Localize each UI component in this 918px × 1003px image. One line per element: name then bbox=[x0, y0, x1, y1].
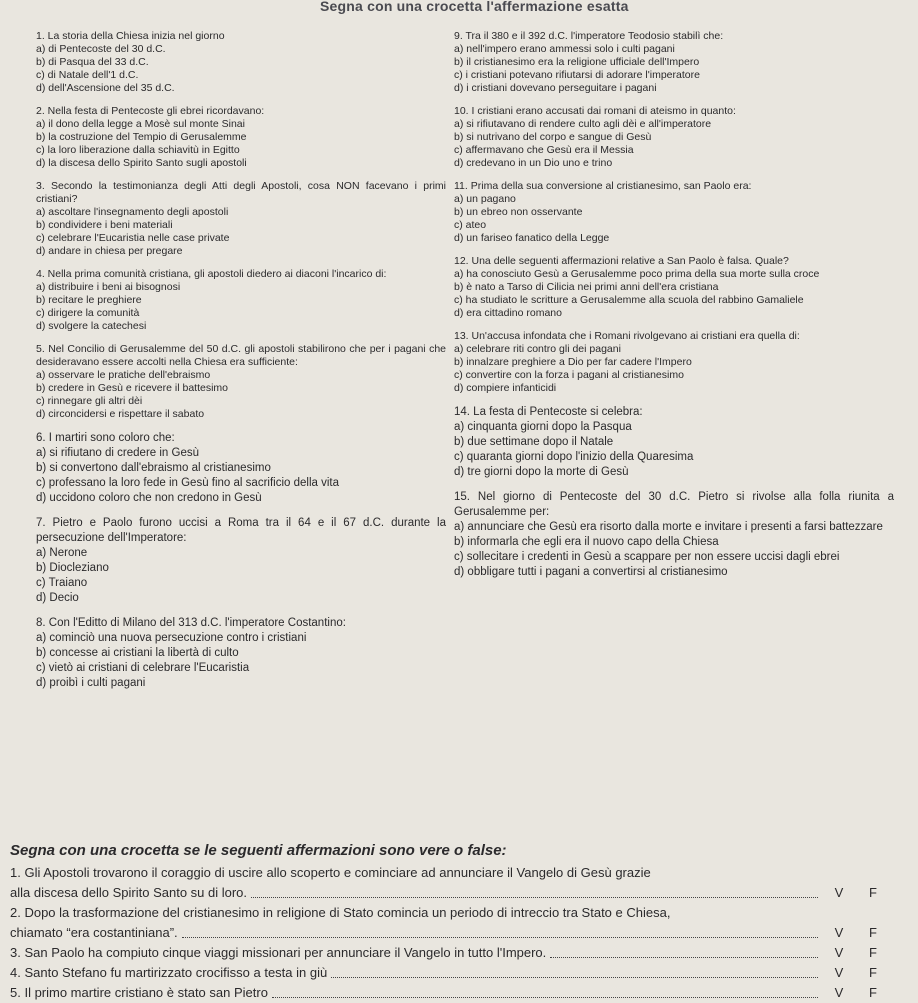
answer-option[interactable]: d) uccidono coloro che non credono in Gesù bbox=[36, 492, 262, 504]
statement-text: 4. Santo Stefano fu martirizzato crocifisso a testa in giù bbox=[10, 965, 328, 980]
question-block bbox=[36, 616, 446, 691]
answer-option[interactable]: b) è nato a Tarso di Cilicia nei primi anni dell'era cristiana bbox=[454, 281, 719, 293]
question-text: 15. Nel giorno di Pentecoste del 30 d.C. Pietro si rivolse alla folla riunita a Gerusalemme per: bbox=[454, 491, 894, 518]
answer-option[interactable]: b) credere in Gesù e ricevere il battesimo bbox=[36, 382, 228, 394]
answer-option[interactable]: c) convertire con la forza i pagani al cristianesimo bbox=[454, 369, 684, 381]
false-option[interactable]: F bbox=[869, 965, 877, 980]
answer-option[interactable]: d) la discesa dello Spirito Santo sugli apostoli bbox=[36, 157, 247, 169]
answer-option[interactable]: d) andare in chiesa per pregare bbox=[36, 245, 183, 257]
left-column bbox=[36, 30, 446, 701]
answer-option[interactable]: a) Nerone bbox=[36, 547, 88, 559]
answer-option[interactable]: b) di Pasqua del 33 d.C. bbox=[36, 56, 149, 68]
right-column bbox=[454, 30, 894, 590]
true-false-list bbox=[10, 863, 890, 1003]
question-text: 3. Secondo la testimonianza degli Atti degli Apostoli, cosa NON facevano i primi cristiani? bbox=[36, 180, 446, 205]
question-text: 2. Nella festa di Pentecoste gli ebrei ricordavano: bbox=[36, 105, 265, 117]
answer-option[interactable]: b) recitare le preghiere bbox=[36, 294, 142, 306]
true-option[interactable]: V bbox=[834, 885, 844, 900]
answer-option[interactable]: d) Decio bbox=[36, 592, 79, 604]
answer-option[interactable]: a) cinquanta giorni dopo la Pasqua bbox=[454, 421, 632, 433]
answer-option[interactable]: c) ateo bbox=[454, 219, 487, 231]
question-text: 4. Nella prima comunità cristiana, gli apostoli diedero ai diaconi l'incarico di: bbox=[36, 268, 387, 280]
question-block bbox=[454, 255, 894, 320]
answer-option[interactable]: a) ha conosciuto Gesù a Gerusalemme poco prima della sua morte sulla croce bbox=[454, 268, 820, 280]
dotted-leader bbox=[331, 977, 818, 978]
statement-text: chiamato “era costantiniana”. bbox=[10, 925, 178, 940]
answer-option[interactable]: d) compiere infanticidi bbox=[454, 382, 557, 394]
question-text: 13. Un'accusa infondata che i Romani rivolgevano ai cristiani era quella di: bbox=[454, 330, 800, 342]
dotted-leader bbox=[251, 897, 818, 898]
answer-option[interactable]: c) professano la loro fede in Gesù fino al sacrificio della vita bbox=[36, 477, 339, 489]
question-block bbox=[36, 105, 446, 170]
question-text: 7. Pietro e Paolo furono uccisi a Roma tra il 64 e il 67 d.C. durante la persecuzione dell'Imperatore: bbox=[36, 517, 446, 544]
answer-option[interactable]: b) condividere i beni materiali bbox=[36, 219, 173, 231]
dotted-leader bbox=[272, 997, 818, 998]
answer-option[interactable]: a) ascoltare l'insegnamento degli apostoli bbox=[36, 206, 229, 218]
answer-option[interactable]: c) quaranta giorni dopo l'inizio della Quaresima bbox=[454, 451, 694, 463]
question-text: 8. Con l'Editto di Milano del 313 d.C. l'imperatore Costantino: bbox=[36, 617, 346, 629]
answer-option[interactable]: c) Traiano bbox=[36, 577, 88, 589]
answer-option[interactable]: d) era cittadino romano bbox=[454, 307, 562, 319]
answer-option[interactable]: a) annunciare che Gesù era risorto dalla morte e invitare i presenti a farsi battezzare bbox=[454, 521, 883, 533]
answer-option[interactable]: c) vietò ai cristiani di celebrare l'Eucaristia bbox=[36, 662, 250, 674]
question-block bbox=[454, 490, 894, 580]
question-block bbox=[454, 105, 894, 170]
answer-option[interactable]: d) proibì i culti pagani bbox=[36, 677, 146, 689]
question-block bbox=[36, 180, 446, 258]
statement-text: 5. Il primo martire cristiano è stato san Pietro bbox=[10, 985, 268, 1000]
answer-option[interactable]: a) si rifiutano di credere in Gesù bbox=[36, 447, 199, 459]
answer-option[interactable]: c) celebrare l'Eucaristia nelle case private bbox=[36, 232, 230, 244]
question-block bbox=[36, 516, 446, 606]
answer-option[interactable]: c) sollecitare i credenti in Gesù a scappare per non essere uccisi dagli ebrei bbox=[454, 551, 840, 563]
question-block bbox=[454, 405, 894, 480]
question-text: 1. La storia della Chiesa inizia nel giorno bbox=[36, 30, 225, 42]
question-text: 14. La festa di Pentecoste si celebra: bbox=[454, 406, 643, 418]
answer-option[interactable]: c) di Natale dell'1 d.C. bbox=[36, 69, 139, 81]
page-title: Segna con una crocetta l'affermazione esatta bbox=[320, 0, 629, 14]
answer-option[interactable]: c) i cristiani potevano rifiutarsi di adorare l'imperatore bbox=[454, 69, 700, 81]
true-option[interactable]: V bbox=[834, 985, 844, 1000]
answer-option[interactable]: b) innalzare preghiere a Dio per far cadere l'Impero bbox=[454, 356, 692, 368]
statement-text: 1. Gli Apostoli trovarono il coraggio di uscire allo scoperto e cominciare ad annunciare il Vangelo di Gesù grazie bbox=[10, 865, 651, 880]
dotted-leader bbox=[182, 937, 818, 938]
question-block bbox=[454, 180, 894, 245]
true-false-section bbox=[10, 842, 890, 1003]
question-text: 5. Nel Concilio di Gerusalemme del 50 d.C. gli apostoli stabilirono che per i pagani che desideravano essere accolti nella Chiesa era sufficiente: bbox=[36, 343, 446, 368]
question-block bbox=[36, 343, 446, 421]
statement-row bbox=[10, 983, 890, 1003]
answer-option[interactable]: b) si convertono dall'ebraismo al cristianesimo bbox=[36, 462, 271, 474]
question-block bbox=[36, 431, 446, 506]
answer-option[interactable]: b) due settimane dopo il Natale bbox=[454, 436, 614, 448]
answer-option[interactable]: d) dell'Ascensione del 35 d.C. bbox=[36, 82, 175, 94]
answer-option[interactable]: c) rinnegare gli altri dèi bbox=[36, 395, 143, 407]
answer-option[interactable]: a) il dono della legge a Mosè sul monte Sinai bbox=[36, 118, 245, 130]
answer-option[interactable]: d) tre giorni dopo la morte di Gesù bbox=[454, 466, 629, 478]
true-option[interactable]: V bbox=[834, 925, 844, 940]
answer-option[interactable]: d) credevano in un Dio uno e trino bbox=[454, 157, 613, 169]
answer-option[interactable]: a) nell'impero erano ammessi solo i culti pagani bbox=[454, 43, 675, 55]
true-option[interactable]: V bbox=[834, 965, 844, 980]
statement-row bbox=[10, 883, 890, 903]
answer-option[interactable]: b) la costruzione del Tempio di Gerusalemme bbox=[36, 131, 247, 143]
statement-text: alla discesa dello Spirito Santo su di loro. bbox=[10, 885, 248, 900]
answer-option[interactable]: a) distribuire i beni ai bisognosi bbox=[36, 281, 181, 293]
answer-option[interactable]: c) ha studiato le scritture a Gerusalemme alla scuola del rabbino Gamaliele bbox=[454, 294, 804, 306]
true-false-title: Segna con una crocetta se le seguenti affermazioni sono vere o false: bbox=[10, 842, 507, 859]
answer-option[interactable]: d) i cristiani dovevano perseguitare i pagani bbox=[454, 82, 657, 94]
answer-option[interactable]: a) celebrare riti contro gli dei pagani bbox=[454, 343, 621, 355]
answer-option[interactable]: c) affermavano che Gesù era il Messia bbox=[454, 144, 634, 156]
statement-row bbox=[10, 963, 890, 983]
question-text: 6. I martiri sono coloro che: bbox=[36, 432, 175, 444]
answer-option[interactable]: b) un ebreo non osservante bbox=[454, 206, 583, 218]
question-text: 12. Una delle seguenti affermazioni relative a San Paolo è falsa. Quale? bbox=[454, 255, 789, 267]
statement-row bbox=[10, 923, 890, 943]
answer-option[interactable]: c) dirigere la comunità bbox=[36, 307, 140, 319]
answer-option[interactable]: b) si nutrivano del corpo e sangue di Gesù bbox=[454, 131, 652, 143]
question-text: 9. Tra il 380 e il 392 d.C. l'imperatore Teodosio stabilì che: bbox=[454, 30, 724, 42]
answer-option[interactable]: b) Diocleziano bbox=[36, 562, 109, 574]
true-option[interactable]: V bbox=[834, 945, 844, 960]
answer-option[interactable]: d) obbligare tutti i pagani a convertirsi al cristianesimo bbox=[454, 566, 728, 578]
dotted-leader bbox=[550, 957, 818, 958]
false-option[interactable]: F bbox=[869, 985, 877, 1000]
false-option[interactable]: F bbox=[869, 945, 877, 960]
question-text: 11. Prima della sua conversione al cristianesimo, san Paolo era: bbox=[454, 180, 752, 192]
question-block bbox=[36, 30, 446, 95]
answer-option[interactable]: a) si rifiutavano di rendere culto agli dèi e all'imperatore bbox=[454, 118, 712, 130]
answer-option[interactable]: a) di Pentecoste del 30 d.C. bbox=[36, 43, 166, 55]
answer-option[interactable]: d) circoncidersi e rispettare il sabato bbox=[36, 408, 205, 420]
answer-option[interactable]: b) il cristianesimo era la religione ufficiale dell'Impero bbox=[454, 56, 700, 68]
question-block bbox=[454, 330, 894, 395]
answer-option[interactable]: c) la loro liberazione dalla schiavitù in Egitto bbox=[36, 144, 240, 156]
false-option[interactable]: F bbox=[869, 925, 877, 940]
answer-option[interactable]: a) un pagano bbox=[454, 193, 516, 205]
statement-row bbox=[10, 943, 890, 963]
answer-option[interactable]: d) svolgere la catechesi bbox=[36, 320, 147, 332]
question-text: 10. I cristiani erano accusati dai romani di ateismo in quanto: bbox=[454, 105, 736, 117]
answer-option[interactable]: b) concesse ai cristiani la libertà di culto bbox=[36, 647, 239, 659]
question-block bbox=[36, 268, 446, 333]
statement-text: 3. San Paolo ha compiuto cinque viaggi missionari per annunciare il Vangelo in tutto l'Impero. bbox=[10, 945, 547, 960]
answer-option[interactable]: d) un fariseo fanatico della Legge bbox=[454, 232, 610, 244]
answer-option[interactable]: b) informarla che egli era il nuovo capo della Chiesa bbox=[454, 536, 719, 548]
answer-option[interactable]: a) osservare le pratiche dell'ebraismo bbox=[36, 369, 211, 381]
statement-text: 2. Dopo la trasformazione del cristianesimo in religione di Stato comincia un periodo di intreccio tra Stato e Chiesa, bbox=[10, 905, 671, 920]
false-option[interactable]: F bbox=[869, 885, 877, 900]
question-block bbox=[454, 30, 894, 95]
answer-option[interactable]: a) cominciò una nuova persecuzione contro i cristiani bbox=[36, 632, 307, 644]
